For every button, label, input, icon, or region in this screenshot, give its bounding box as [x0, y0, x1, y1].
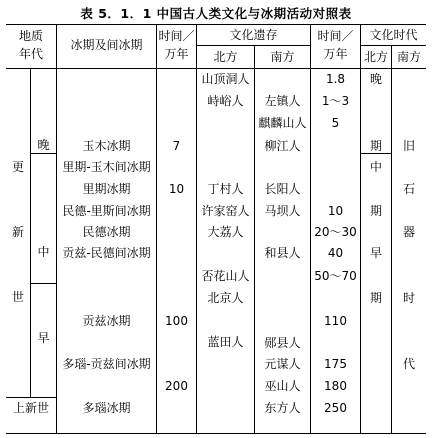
time2-value: 20～30: [314, 225, 357, 239]
header-geo-age-line2: 年代: [18, 47, 43, 61]
south-site: 和县人: [264, 246, 301, 260]
period-north-char: 晚: [369, 72, 382, 86]
header-time1-line2: 万年: [164, 47, 189, 61]
north-site: 蓝田人: [207, 335, 244, 349]
epoch-middle: 中: [37, 245, 50, 259]
south-site: 长阳人: [264, 182, 301, 196]
glacial-period: 民德冰期: [82, 225, 131, 239]
header-geo-age-line1: 地质: [18, 29, 43, 43]
time2-value: 1.8: [325, 72, 346, 86]
time1-value: 7: [172, 139, 181, 153]
time1-value: 200: [165, 379, 188, 393]
south-site: 麒麟山人: [258, 116, 307, 130]
header-time2-line1: 时间／: [317, 29, 354, 43]
south-site: 左镇人: [264, 94, 301, 108]
time1-value: 100: [165, 314, 188, 328]
time2-value: 40: [327, 246, 344, 260]
table-title: 表 5．1．1 中国古人类文化与冰期活动对照表: [80, 6, 352, 21]
south-site: 元谋人: [264, 357, 301, 371]
header-culture-sites: 文化遗存: [229, 28, 278, 42]
glacial-period: 玉木冰期: [82, 139, 131, 153]
north-site: 北京人: [207, 291, 244, 305]
glacial-period: 贡兹冰期: [82, 314, 131, 328]
epoch-pleistocene-char: 更: [11, 160, 24, 174]
time2-value: 1～3: [321, 94, 350, 108]
period-north-char: 期: [369, 139, 382, 153]
glacial-period: 贡兹-民德间冰期: [62, 246, 151, 260]
time2-value: 5: [331, 116, 340, 130]
period-south-char: 石: [402, 182, 415, 196]
glacial-period: 多瑙冰期: [82, 401, 131, 415]
north-site: 丁村人: [207, 182, 244, 196]
time2-value: 110: [324, 314, 347, 328]
period-north-char: 中: [369, 160, 382, 174]
period-north-char: 早: [369, 246, 382, 260]
header-time2-line2: 万年: [323, 47, 348, 61]
south-site: 郧县人: [264, 336, 301, 350]
period-south-char: 旧: [402, 139, 415, 153]
north-site: 峙峪人: [207, 94, 244, 108]
glacial-period: 多瑙-贡兹间冰期: [62, 357, 151, 371]
north-site: 否花山人: [201, 269, 250, 283]
south-site: 巫山人: [264, 379, 301, 393]
south-site: 马坝人: [264, 204, 301, 218]
glacial-period: 民德-里斯间冰期: [62, 204, 151, 218]
header-time1-line1: 时间／: [158, 29, 195, 43]
header-culture-period: 文化时代: [369, 28, 418, 42]
epoch-early: 早: [37, 331, 50, 345]
south-site: 柳江人: [264, 139, 301, 153]
epoch-pliocene: 上新世: [12, 401, 49, 415]
glacial-period: 里期-玉木间冰期: [62, 160, 151, 174]
period-north-char: 期: [369, 204, 382, 218]
period-north-char: 期: [369, 291, 382, 305]
time2-value: 180: [324, 379, 347, 393]
north-site: 山顶洞人: [201, 72, 250, 86]
header-north: 北方: [213, 50, 238, 64]
glacial-period: 里期冰期: [82, 182, 131, 196]
period-south-char: 器: [402, 225, 415, 239]
north-site: 大荔人: [207, 225, 244, 239]
time1-value: 10: [168, 182, 185, 196]
epoch-pleistocene-char: 世: [11, 290, 24, 304]
time2-value: 250: [324, 401, 347, 415]
south-site: 东方人: [264, 401, 301, 415]
time2-value: 50～70: [314, 269, 357, 283]
period-south-char: 代: [402, 357, 415, 371]
time2-value: 10: [327, 204, 344, 218]
header-glacial-periods: 冰期及间冰期: [70, 38, 143, 52]
header-period-south: 南方: [396, 50, 421, 64]
header-south: 南方: [270, 50, 295, 64]
epoch-late: 晚: [37, 138, 50, 152]
period-south-char: 时: [402, 291, 415, 305]
time2-value: 175: [324, 357, 347, 371]
north-site: 许家窑人: [201, 204, 250, 218]
header-period-north: 北方: [363, 50, 388, 64]
epoch-pleistocene-char: 新: [11, 225, 24, 239]
